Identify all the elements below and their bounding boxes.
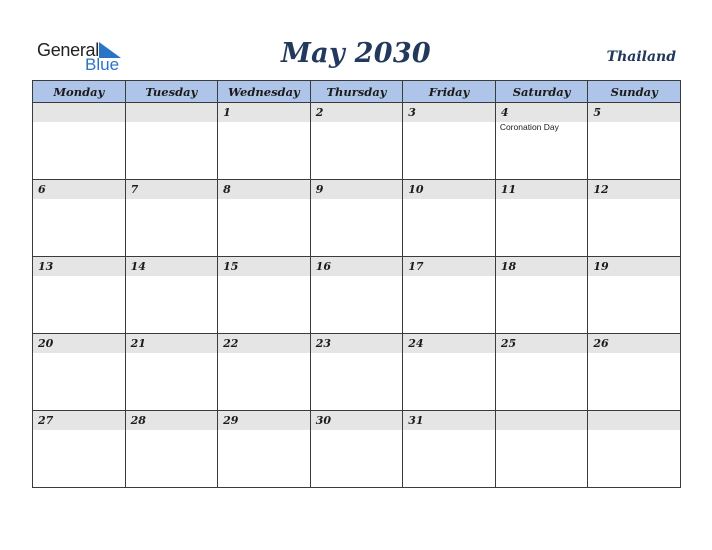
weekday-header-row (33, 81, 681, 103)
day-number: 25 (496, 334, 588, 353)
day-cell (403, 411, 496, 488)
day-number: 2 (311, 103, 403, 122)
week-row (33, 257, 681, 334)
day-cell (218, 334, 311, 411)
day-cell (125, 334, 218, 411)
day-number (588, 411, 680, 430)
day-cell (125, 180, 218, 257)
logo-blue-text: Blue (85, 55, 120, 74)
day-cell (125, 411, 218, 488)
day-number: 15 (218, 257, 310, 276)
day-cell (33, 103, 126, 180)
day-cell (125, 257, 218, 334)
day-cell (310, 257, 403, 334)
day-number: 30 (311, 411, 403, 430)
day-cell (403, 103, 496, 180)
day-number: 13 (33, 257, 125, 276)
day-cell (310, 334, 403, 411)
week-row (33, 103, 681, 180)
day-cell (588, 103, 681, 180)
day-number: 11 (496, 180, 588, 199)
day-cell (495, 411, 588, 488)
day-number: 23 (311, 334, 403, 353)
weekday-header: Thursday (310, 81, 403, 103)
day-number: 7 (126, 180, 218, 199)
day-cell (33, 257, 126, 334)
weekday-header: Sunday (588, 81, 681, 103)
day-number: 21 (126, 334, 218, 353)
day-number: 22 (218, 334, 310, 353)
day-cell (403, 257, 496, 334)
day-cell (310, 411, 403, 488)
day-cell (495, 103, 588, 180)
day-cell (33, 180, 126, 257)
weekday-header: Tuesday (125, 81, 218, 103)
day-cell (403, 180, 496, 257)
day-cell (310, 103, 403, 180)
day-number: 27 (33, 411, 125, 430)
day-number: 29 (218, 411, 310, 430)
day-cell (495, 334, 588, 411)
day-cell (218, 257, 311, 334)
day-number: 5 (588, 103, 680, 122)
logo-general-text: General (37, 40, 99, 60)
week-row (33, 334, 681, 411)
day-number: 31 (403, 411, 495, 430)
holiday-label: Coronation Day (499, 122, 559, 132)
day-number: 1 (218, 103, 310, 122)
day-cell (495, 180, 588, 257)
country-label: Thailand (606, 49, 676, 65)
day-number: 26 (588, 334, 680, 353)
day-number (126, 103, 218, 122)
day-number: 12 (588, 180, 680, 199)
day-number (496, 411, 588, 430)
day-number: 20 (33, 334, 125, 353)
day-number (33, 103, 125, 122)
weekday-header: Saturday (495, 81, 588, 103)
day-number: 14 (126, 257, 218, 276)
day-cell (218, 103, 311, 180)
weekday-header: Friday (403, 81, 496, 103)
day-cell (588, 334, 681, 411)
weekday-header: Monday (33, 81, 126, 103)
day-cell (403, 334, 496, 411)
day-number: 8 (218, 180, 310, 199)
day-number: 19 (588, 257, 680, 276)
day-number: 18 (496, 257, 588, 276)
day-cell (218, 180, 311, 257)
day-number: 6 (33, 180, 125, 199)
day-cell (218, 411, 311, 488)
day-cell (310, 180, 403, 257)
day-number: 16 (311, 257, 403, 276)
day-cell (33, 411, 126, 488)
day-cell (588, 180, 681, 257)
day-number: 9 (311, 180, 403, 199)
calendar-title: May 2030 (280, 38, 432, 69)
day-number: 28 (126, 411, 218, 430)
day-cell (495, 257, 588, 334)
day-number: 17 (403, 257, 495, 276)
day-number: 3 (403, 103, 495, 122)
week-row (33, 411, 681, 488)
day-cell (33, 334, 126, 411)
day-cell (588, 257, 681, 334)
day-number: 10 (403, 180, 495, 199)
day-cell (588, 411, 681, 488)
calendar-grid (32, 80, 681, 488)
day-number: 24 (403, 334, 495, 353)
day-cell (125, 103, 218, 180)
week-row (33, 180, 681, 257)
day-number: 4 (496, 103, 588, 122)
weekday-header: Wednesday (218, 81, 311, 103)
